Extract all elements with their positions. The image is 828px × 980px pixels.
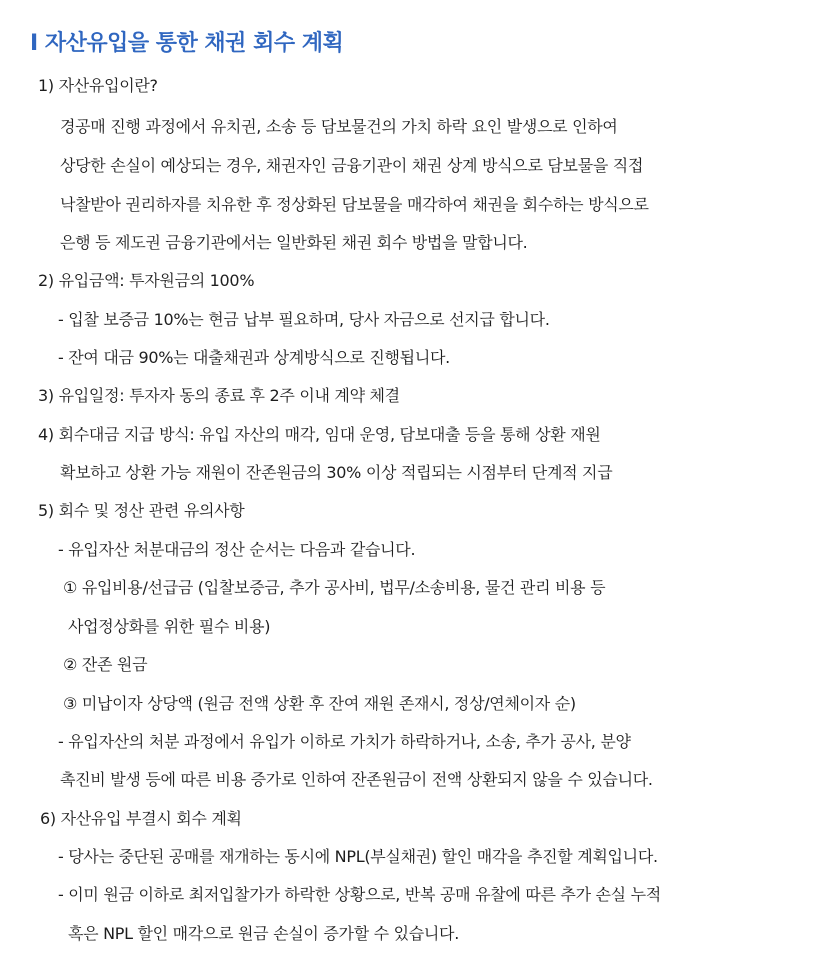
bullet-line: - 당사는 중단된 공매를 재개하는 동시에 NPL(부실채권) 할인 매각을 추진할 계획입니다.	[58, 847, 658, 866]
bullet-line: - 유입자산의 처분 과정에서 유입가 이하로 가치가 하락하거나, 소송, 추가 공사, 분양	[58, 732, 631, 751]
paragraph-line: 은행 등 제도권 금융기관에서는 일반화된 채권 회수 방법을 말합니다.	[60, 233, 528, 252]
bullet-line: - 입찰 보증금 10%는 현금 납부 필요하며, 당사 자금으로 선지급 합니다.	[58, 310, 550, 329]
numbered-item-continuation: 사업정상화를 위한 필수 비용)	[68, 617, 271, 636]
document-title: I 자산유입을 통한 채권 회수 계획	[30, 31, 344, 56]
section-heading-3: 3) 유입일정: 투자자 동의 종료 후 2주 이내 계약 체결	[38, 386, 400, 405]
paragraph-line: 상당한 손실이 예상되는 경우, 채권자인 금융기관이 채권 상계 방식으로 담보물을 직접	[60, 156, 644, 175]
paragraph-line: 촉진비 발생 등에 따른 비용 증가로 인하여 잔존원금이 전액 상환되지 않을 수 있습니다.	[60, 770, 653, 789]
numbered-item: ③ 미납이자 상당액 (원금 전액 상환 후 잔여 재원 존재시, 정상/연체이자 순)	[63, 694, 576, 713]
paragraph-line: 경공매 진행 과정에서 유치권, 소송 등 담보물건의 가치 하락 요인 발생으로 인하여	[60, 117, 618, 136]
section-heading-5: 5) 회수 및 정산 관련 유의사항	[38, 501, 245, 520]
section-heading-1: 1) 자산유입이란?	[38, 76, 158, 95]
paragraph-line: 확보하고 상환 가능 재원이 잔존원금의 30% 이상 적립되는 시점부터 단계적 지급	[60, 463, 613, 482]
numbered-item: ② 잔존 원금	[63, 655, 148, 674]
paragraph-line: 혹은 NPL 할인 매각으로 원금 손실이 증가할 수 있습니다.	[68, 924, 459, 943]
section-heading-2: 2) 유입금액: 투자원금의 100%	[38, 271, 255, 290]
bullet-line: - 이미 원금 이하로 최저입찰가가 하락한 상황으로, 반복 공매 유찰에 따른 추가 손실 누적	[58, 885, 661, 904]
bullet-line: - 유입자산 처분대금의 정산 순서는 다음과 같습니다.	[58, 540, 416, 559]
section-heading-4: 4) 회수대금 지급 방식: 유입 자산의 매각, 임대 운영, 담보대출 등을 통해 상환 재원	[38, 425, 601, 444]
numbered-item: ① 유입비용/선급금 (입찰보증금, 추가 공사비, 법무/소송비용, 물건 관리 비용 등	[63, 578, 606, 597]
bullet-line: - 잔여 대금 90%는 대출채권과 상계방식으로 진행됩니다.	[58, 348, 450, 367]
section-heading-6: 6) 자산유입 부결시 회수 계획	[40, 809, 242, 828]
paragraph-line: 낙찰받아 권리하자를 치유한 후 정상화된 담보물을 매각하여 채권을 회수하는 방식으로	[60, 195, 649, 214]
